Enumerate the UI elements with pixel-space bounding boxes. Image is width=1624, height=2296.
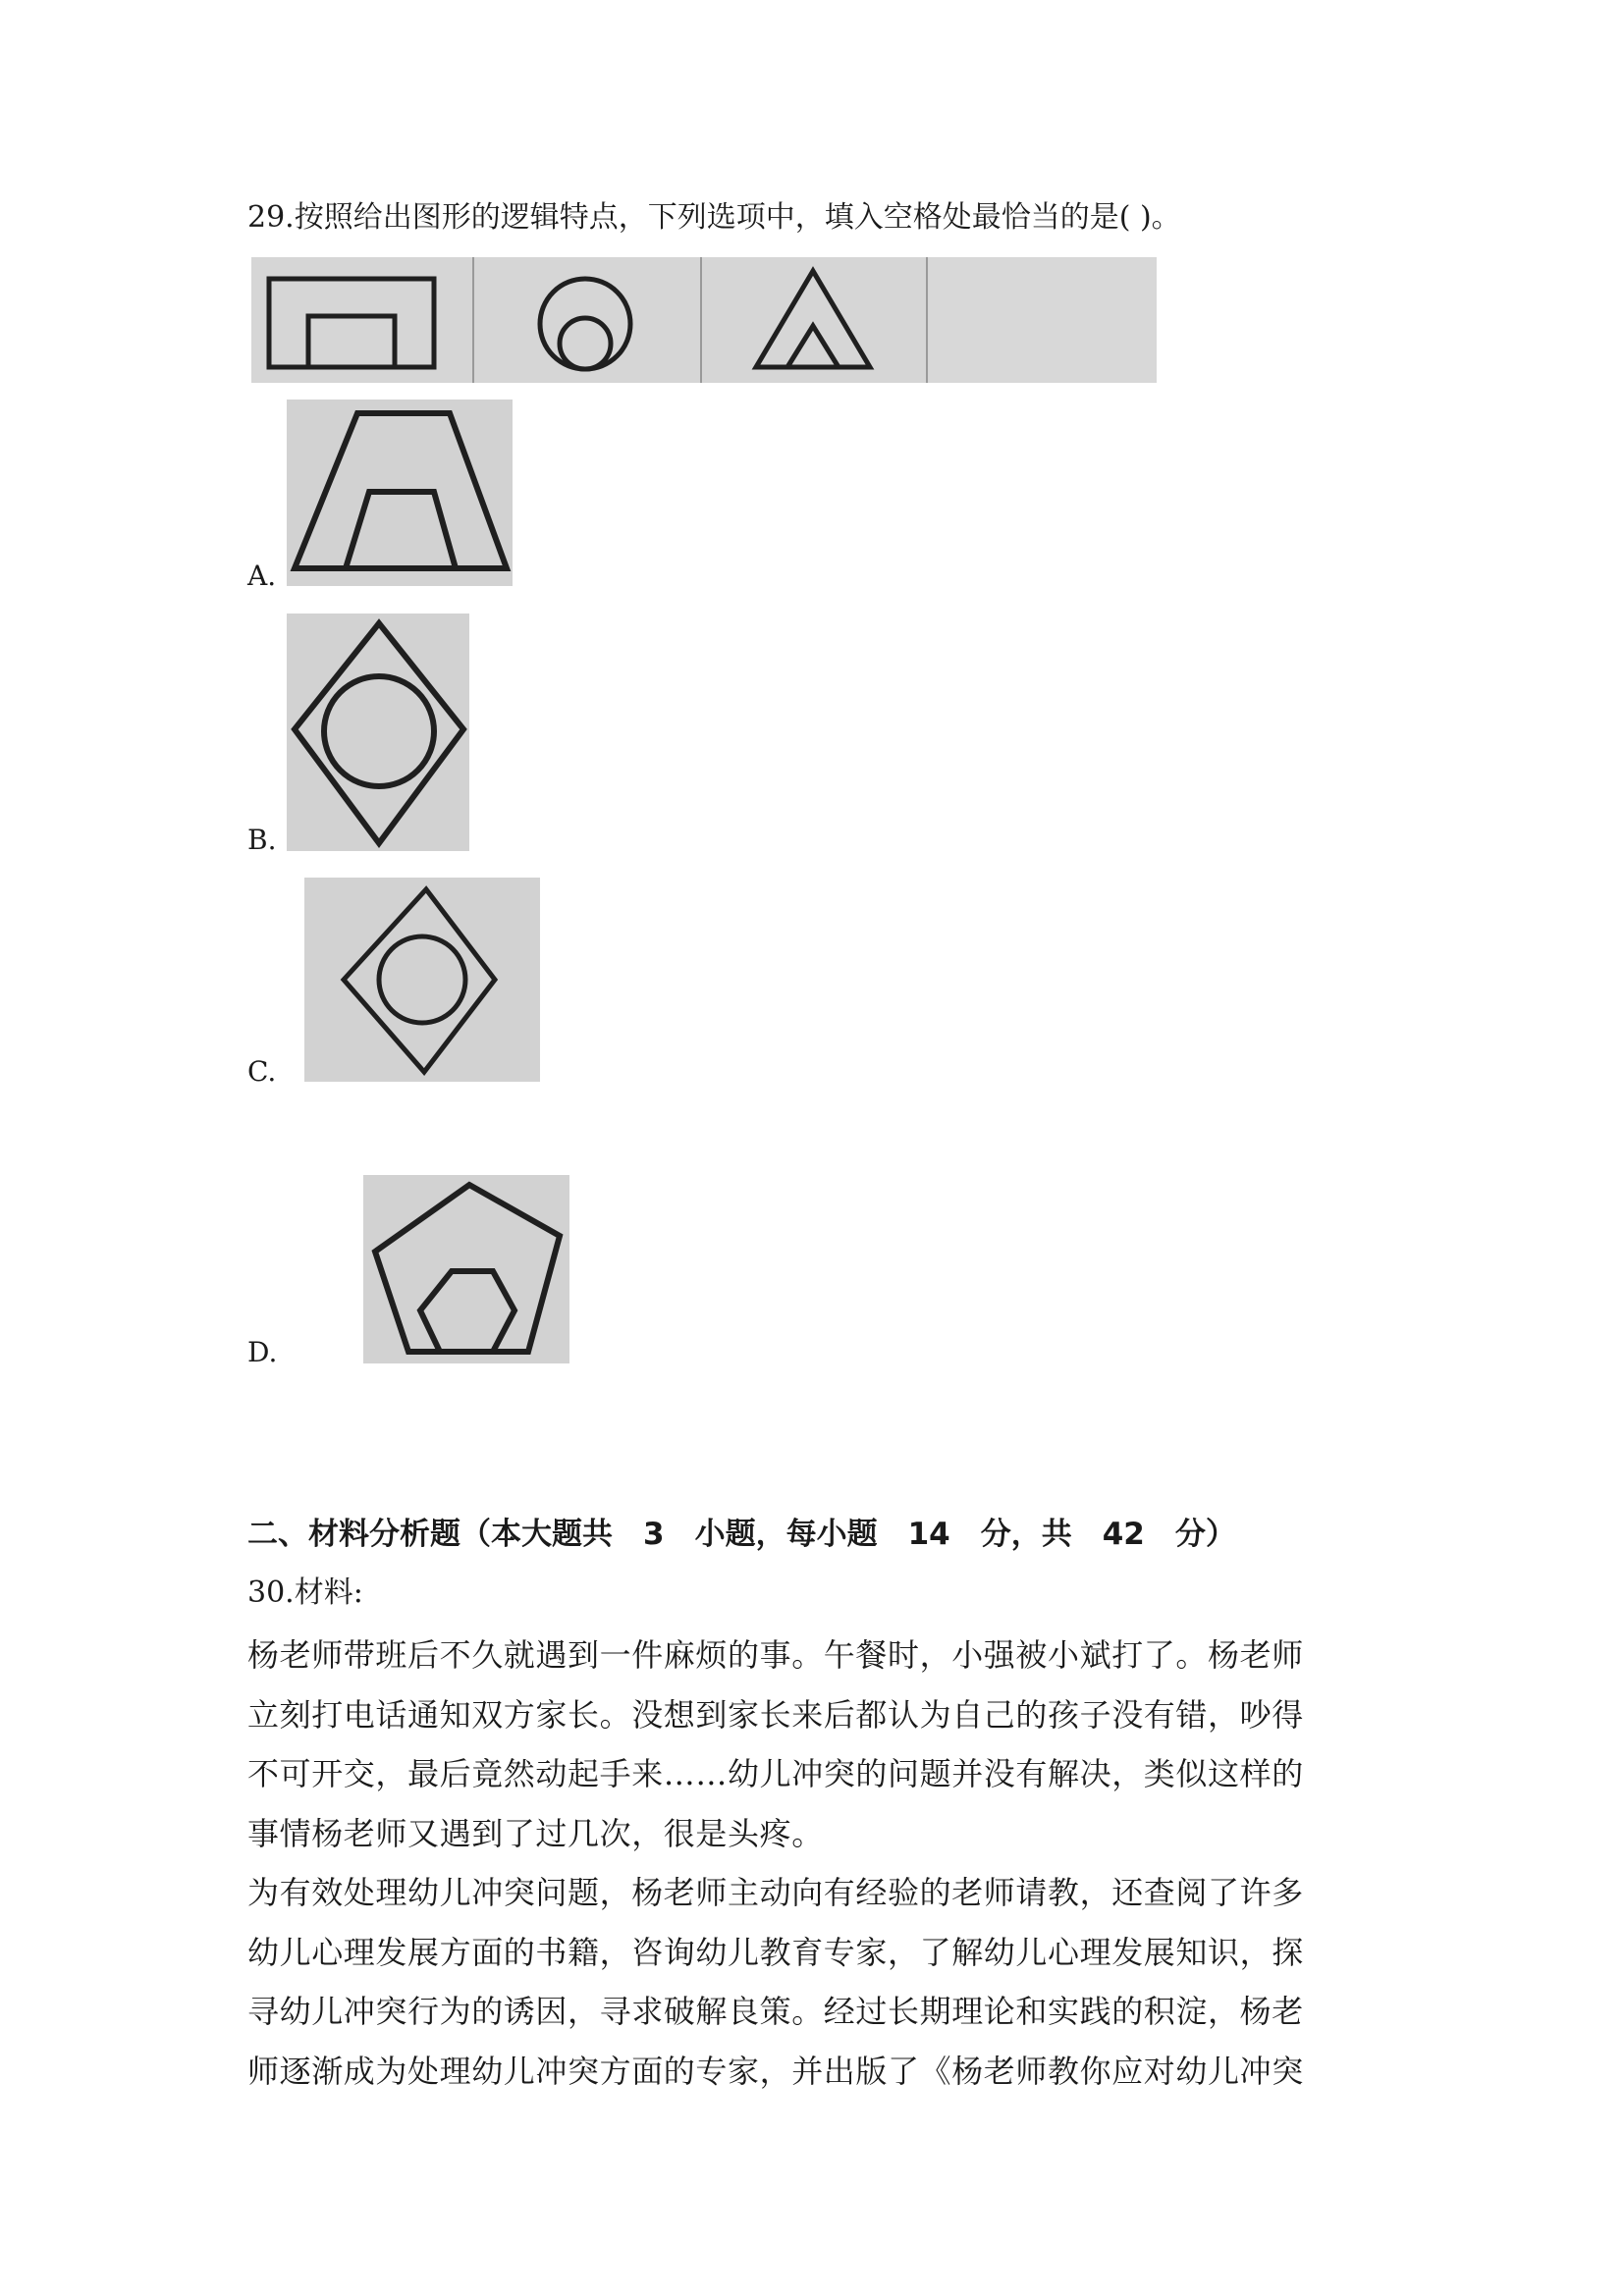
option-c-figure[interactable]	[304, 878, 540, 1082]
question-29-title: 29.按照给出图形的逻辑特点，下列选项中，填入空格处最恰当的是( )。	[247, 200, 1181, 235]
material-line: 杨老师带班后不久就遇到一件麻烦的事。午餐时，小强被小斌打了。杨老师	[247, 1636, 1304, 1674]
material-line: 师逐渐成为处理幼儿冲突方面的专家，并出版了《杨老师教你应对幼儿冲突	[247, 2052, 1304, 2090]
material-line: 为有效处理幼儿冲突问题，杨老师主动向有经验的老师请教，还查阅了许多	[247, 1874, 1304, 1911]
option-b-label[interactable]: B.	[247, 824, 277, 856]
material-line: 不可开交，最后竟然动起手来……幼儿冲突的问题并没有解决，类似这样的	[247, 1755, 1304, 1792]
material-line: 立刻打电话通知双方家长。没想到家长来后都认为自己的孩子没有错，吵得	[247, 1695, 1304, 1734]
option-d-figure[interactable]	[363, 1175, 569, 1363]
material-line: 幼儿心理发展方面的书籍，咨询幼儿教育专家，了解幼儿心理发展知识，探	[247, 1933, 1304, 1971]
option-c-label[interactable]: C.	[247, 1055, 277, 1088]
sequence-blank-cell	[929, 257, 1157, 383]
material-line: 寻幼儿冲突行为的诱因，寻求破解良策。经过长期理论和实践的积淀，杨老	[247, 1993, 1304, 2030]
question-30-title: 30.材料:	[247, 1575, 363, 1610]
section-2-heading: 二、材料分析题（本大题共 3 小题，每小题 14 分，共 42 分）	[247, 1517, 1236, 1552]
option-d-label[interactable]: D.	[247, 1336, 278, 1368]
question-30-material	[247, 1626, 1386, 2101]
option-a-figure[interactable]	[287, 400, 513, 586]
option-a-label[interactable]: A.	[247, 560, 277, 592]
figure-sequence-strip	[251, 257, 1157, 383]
option-b-figure[interactable]	[287, 614, 469, 851]
material-line: 事情杨老师又遇到了过几次，很是头疼。	[247, 1814, 824, 1852]
